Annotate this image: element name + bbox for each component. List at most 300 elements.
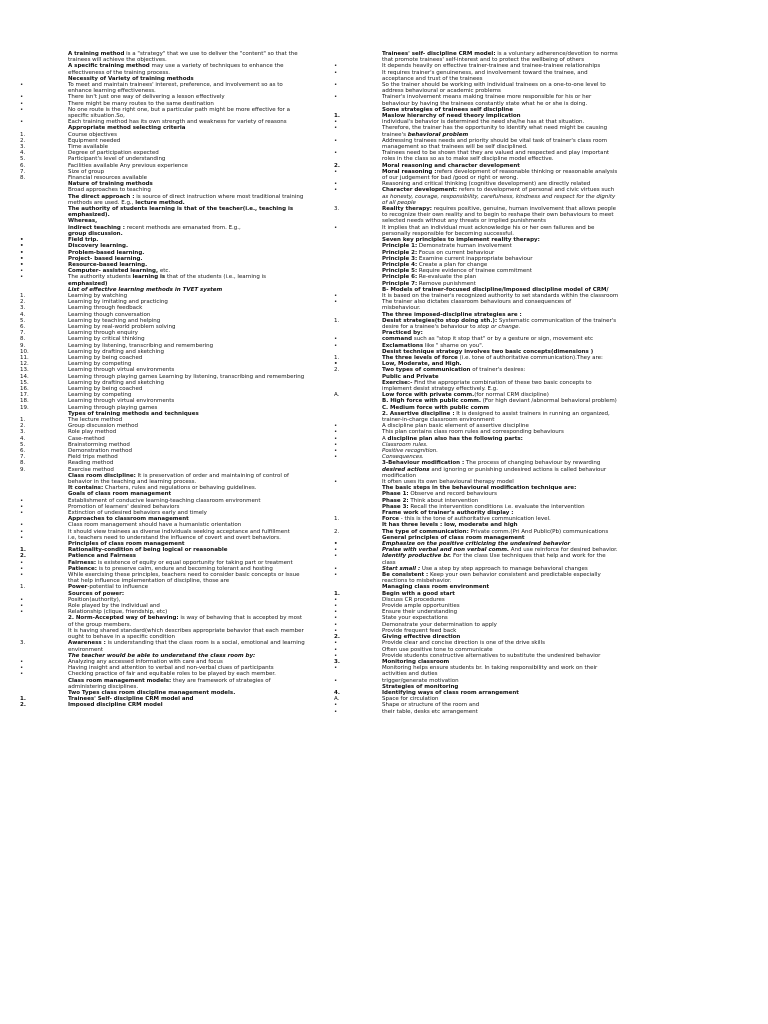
line-text: Consequences. — [382, 454, 424, 461]
bullet-marker: • — [334, 125, 338, 132]
bullet-marker: • — [334, 82, 338, 89]
list-number: 19. — [20, 404, 29, 411]
line-text: Low force with private comm.(for normal CRM discipline) — [382, 392, 549, 399]
line-text: their table, desks etc arrangement — [382, 708, 478, 715]
line-text: that promote trainees' self-interest and to protect the wellbeing of others — [382, 57, 585, 64]
line-text: Frame work of trainer's authority display : — [382, 510, 514, 517]
line-text: To meet and maintain trainees' interest, preference, and involvement so as to — [68, 82, 283, 89]
line-text: Space for circulation — [382, 696, 439, 703]
bullet-marker: • — [20, 249, 24, 256]
line-text: The trainer also dictates classroom behaviours and consequences of — [382, 299, 572, 306]
line-text: Nature of training methods — [68, 181, 153, 188]
text-line — [20, 702, 364, 709]
bullet-marker: • — [20, 596, 24, 603]
line-text: Provide ample opportunities — [382, 603, 460, 610]
line-text: The three imposed-discipline strategies are : — [382, 311, 522, 318]
bullet-marker: • — [20, 565, 24, 572]
line-text: roles in the class so as to make self discipline model effective. — [382, 156, 554, 163]
line-text: trainees will achieve the objectives. — [68, 57, 167, 64]
line-text: Checking practice of fair and equitable roles to be played by each member. — [68, 671, 276, 678]
line-text: Establishment of conducive learning-teaching classroom environment — [68, 497, 261, 504]
list-number: A. — [334, 392, 340, 399]
line-text: environment — [68, 646, 104, 653]
list-number: 5. — [20, 317, 26, 324]
line-text: selected needs without any threats or implied punishments — [382, 218, 546, 225]
line-text: Size of group — [68, 168, 105, 175]
line-text: Learning by drafting and sketching — [68, 379, 164, 386]
bullet-marker: • — [334, 361, 338, 368]
line-text: Trainees need to be shown that they are valued and respected and play important — [382, 150, 610, 157]
bullet-marker: • — [334, 69, 338, 76]
list-number: 1. — [334, 354, 340, 361]
list-number: 1. — [20, 547, 26, 554]
bullet-marker: • — [20, 243, 24, 250]
bullet-marker: • — [334, 652, 338, 659]
list-number: 1. — [20, 292, 26, 299]
line-text: Field trips method — [68, 454, 118, 461]
line-text: i.e, teachers need to understand the influence of covert and overt behaviors. — [68, 534, 281, 541]
bullet-marker: • — [334, 615, 338, 622]
list-number: 1. — [334, 516, 340, 523]
line-text: A discipline plan basic element of assertive discipline — [382, 423, 529, 430]
line-text: Approaches to classroom management — [68, 516, 189, 523]
line-text: Having insight and attention to verbal and non-verbal clues of participants — [68, 665, 274, 672]
line-text: Trainees' Self- discipline CRM model and — [68, 696, 194, 703]
line-text: Classroom rules. — [382, 441, 428, 448]
line-text: It should view trainees as diverse individuals seeking acceptance and fulfillment — [68, 528, 290, 535]
line-text: Goals of class room management — [68, 491, 172, 498]
bullet-marker: • — [334, 168, 338, 175]
left-column — [20, 51, 364, 709]
list-number: 9. — [20, 342, 26, 349]
line-text: The direct approach : is source of direct instruction where most traditional training — [68, 193, 304, 200]
list-number: 2. — [20, 299, 26, 306]
line-text: Be consistent : Keep your own behavior consistent and predictable especially — [382, 572, 601, 579]
bullet-marker: • — [334, 596, 338, 603]
line-text: Exercise:- Find the appropriate combination of these two basic concepts to — [382, 379, 592, 386]
line-text: The type of communication: Private comm.(Pri And Public(Pb) communications — [382, 528, 609, 535]
line-text: Equipment needed — [68, 137, 121, 144]
line-text: Phase 2: Think about intervention — [382, 497, 479, 504]
bullet-marker: • — [334, 603, 338, 610]
line-text: Extinction of undesired behaviors early and timely — [68, 510, 207, 517]
line-text: It is based on the trainer's recognized authority to set standards within the classroom — [382, 292, 619, 299]
line-text: Brainstorming method — [68, 441, 130, 448]
bullet-marker: • — [334, 553, 338, 560]
line-text: Principle 2: Focus on current behaviour — [382, 249, 495, 256]
line-text: Power-potential to influence — [68, 584, 149, 591]
list-number: 3. — [20, 305, 26, 312]
line-text: 3-Behaviour modification : The process of changing behaviour by rewarding — [382, 460, 601, 467]
list-number: 14. — [20, 373, 29, 380]
bullet-marker: • — [334, 181, 338, 188]
line-text: Learning by real-world problem solving — [68, 323, 176, 330]
line-text: Appropriate method selecting criteria — [68, 125, 186, 132]
line-text: So the trainer should be working with individual trainees on a one-to-one level to — [382, 82, 606, 89]
line-text: Degree of participation expected — [68, 150, 159, 157]
list-number: 6. — [20, 323, 26, 330]
line-text: It implies that an individual must acknowledge his or her own failures and be — [382, 224, 595, 231]
list-number: 5. — [20, 156, 26, 163]
line-text: Ensure their understanding — [382, 609, 458, 616]
line-text: Whereas, — [68, 218, 98, 225]
list-number: 7. — [20, 168, 26, 175]
line-text: The basic steps in the behavioural modification technique are: — [382, 485, 577, 492]
line-text: 2. Assertive discipline : It is designed to assist trainers in running an organized, — [382, 410, 610, 417]
line-text: B- Models of trainer-focused discipline/Imposed discipline model of CRM/ — [382, 286, 609, 293]
line-text: Facilities available Any previous experience — [68, 162, 188, 169]
line-text: It is having shared standard(which describes appropriate behavior that each member — [68, 627, 304, 634]
bullet-marker: • — [20, 603, 24, 610]
list-number: 1. — [20, 696, 26, 703]
list-number: 1. — [334, 317, 340, 324]
bullet-marker: • — [20, 658, 24, 665]
line-text: as honesty, courage, responsibility, carefulness, kindness and respect for the dignity — [382, 193, 616, 200]
line-text: Broad approaches to teaching — [68, 187, 151, 194]
line-text: Some strategies of trainees self discipline — [382, 106, 513, 113]
line-text: Reading method — [68, 460, 114, 467]
line-text: Two types of communication of trainer's desires: — [382, 367, 526, 374]
bullet-marker: • — [334, 187, 338, 194]
line-text: reactions to misbehavior. — [382, 578, 452, 585]
line-text: Learning through virtual environments — [68, 398, 175, 405]
line-text: Principle 1: Demonstrate human involvement — [382, 243, 512, 250]
list-number: 13. — [20, 367, 29, 374]
line-text: The teacher would be able to understand the class room by: — [68, 652, 256, 659]
bullet-marker: • — [334, 63, 338, 70]
line-text: activities and duties — [382, 671, 438, 678]
bullet-marker: • — [20, 255, 24, 262]
bullet-marker: • — [334, 119, 338, 126]
list-number: 4. — [334, 689, 340, 696]
list-number: 3. — [20, 640, 26, 647]
line-text: Course objectives — [68, 131, 117, 138]
list-number: 12. — [20, 361, 29, 368]
line-text: effectiveness of the training process. — [68, 69, 171, 76]
list-number: 3. — [20, 429, 26, 436]
line-text: Learning by being coached — [68, 354, 143, 361]
line-text: Project- based learning. — [68, 255, 143, 262]
line-text: modification — [382, 472, 417, 479]
line-text: Learning by teaching and helping — [68, 317, 161, 324]
line-text: Role play method — [68, 429, 117, 436]
line-text: Provide frequent feed back — [382, 627, 457, 634]
line-text: A discipline plan also has the following parts: — [382, 435, 523, 442]
line-text: This plan contains class room rules and corresponding behaviours — [382, 429, 564, 436]
line-text: Group discussion method — [68, 423, 138, 430]
bullet-marker: • — [20, 237, 24, 244]
bullet-marker: • — [20, 534, 24, 541]
list-number: 4. — [20, 150, 26, 157]
list-number: 11. — [20, 354, 29, 361]
line-text: Identify productive br. For the class Use techniques that help and work for the — [382, 553, 606, 560]
line-text: desired actions and ignoring or punishing undesired actions is called behaviour — [382, 466, 607, 473]
line-text: General principles of class room management — [382, 534, 525, 541]
line-text: trainer-in-charge classroom environment — [382, 416, 495, 423]
line-text: The authority of students learning is that of the teacher(i.e., teaching is — [68, 206, 294, 213]
bullet-marker: • — [334, 708, 338, 715]
line-text: that help influence implementation of discipline, those are — [68, 578, 230, 585]
list-number: 3. — [334, 206, 340, 213]
line-text: Therefore, the trainer has the opportunity to identify what need might be causing — [382, 125, 608, 132]
line-text: Class room discipline: It is preservation of order and maintaining of control of — [68, 472, 289, 479]
line-text: Principle 3: Examine current inappropriate behaviour — [382, 255, 533, 262]
bullet-marker: • — [334, 299, 338, 306]
line-text: Desist strategies(to stop doing sth.): Systematic communication of the trainer's — [382, 317, 617, 324]
line-text: Demonstration method — [68, 448, 133, 454]
line-text: Necessity of Variety of training methods — [68, 75, 194, 82]
bullet-marker: • — [20, 609, 24, 616]
line-text: acceptance and trust of the trainees — [382, 75, 483, 82]
line-text: Provide students constructive alternatives to substitute the undesired behavior — [382, 652, 601, 659]
line-text: Exclamations like " shame on you". — [382, 342, 484, 349]
line-text: Positive recognition. — [382, 448, 438, 454]
line-text: Role played by the individual and — [68, 603, 160, 610]
line-text: Desist technique strategy involves two basic concepts(dimensions ) — [382, 348, 594, 355]
right-column — [334, 51, 680, 715]
line-text: class — [382, 559, 396, 566]
list-number: 9. — [20, 466, 26, 473]
bullet-marker: • — [334, 435, 338, 442]
list-number: 2. — [334, 367, 340, 374]
list-number: 2. — [20, 553, 26, 560]
line-text: Discovery learning. — [68, 243, 129, 250]
list-number: 4. — [20, 435, 26, 442]
bullet-marker: • — [20, 94, 24, 101]
line-text: of all people — [382, 199, 416, 206]
bullet-marker: • — [334, 336, 338, 343]
list-number: 8. — [20, 336, 26, 343]
list-number: 7. — [20, 330, 26, 337]
line-text: It contains: Charters, rules and regulations or behaving guidelines. — [68, 485, 257, 492]
line-text: Learning by competing — [68, 361, 132, 368]
line-text: Position(authority), — [68, 596, 121, 603]
bullet-marker: • — [20, 528, 24, 535]
line-text: Problem-based learning. — [68, 249, 145, 256]
line-text: Learning by watching — [68, 292, 128, 299]
bullet-marker: • — [20, 572, 24, 579]
bullet-marker: • — [334, 665, 338, 672]
line-text: Relationship (clique, friendship, etc) — [68, 609, 168, 616]
bullet-marker: • — [20, 100, 24, 107]
list-number: 8. — [20, 460, 26, 467]
list-number: 1. — [334, 113, 340, 120]
line-text: Financial resources available — [68, 175, 148, 182]
line-text: Principles of class room management — [68, 541, 185, 548]
line-text: There isn't just one way of delivering a lesson effectively — [68, 94, 225, 101]
line-text: emphasized). — [68, 212, 110, 219]
line-text: emphasized) — [68, 280, 108, 287]
line-text: Field trip. — [68, 237, 99, 244]
list-number: 2. — [334, 162, 340, 169]
line-text: Provide clear and concise direction is one of the drive skills — [382, 640, 545, 647]
line-text: desire for a trainee's behaviour to stop or change. — [382, 323, 521, 330]
list-number: 6. — [20, 448, 26, 454]
list-number: 1. — [20, 584, 26, 591]
bullet-marker: • — [334, 150, 338, 157]
line-text: Awareness : is understanding that the class room is a social, emotional and learning — [68, 640, 305, 647]
line-text: The lecture method — [68, 416, 123, 423]
line-text: Principle 7: Remove punishment — [382, 280, 476, 287]
list-number: 8. — [20, 175, 26, 182]
line-text: Learning by critical thinking — [68, 336, 145, 343]
line-text: Time available — [68, 144, 109, 151]
list-number: 2. — [20, 702, 26, 709]
line-text: It depends heavily on effective trainer-trainee and trainee-trainee relationships — [382, 63, 601, 70]
bullet-marker: • — [20, 522, 24, 529]
line-text: Patience: is to preserve calm, endure and becoming tolerant and hosting — [68, 565, 273, 572]
line-text: The three levels of force (i.e. tone of authoritative communication).They are: — [382, 354, 603, 361]
line-text: Sources of power: — [68, 590, 125, 597]
line-text: Types of training methods and techniques — [68, 410, 199, 417]
line-text: methods are used. E.g., lecture method. — [68, 199, 185, 206]
line-text: Learning by imitating and practicing — [68, 299, 168, 306]
line-text: Moral reasoning :refers development of reasonable thinking or reasonable analysis — [382, 168, 618, 175]
line-text: Reasoning and critical thinking (cognitive development) are directly related — [382, 181, 591, 188]
line-text: Participant's level of understanding — [68, 156, 166, 163]
line-text: Computer- assisted learning, etc. — [68, 268, 171, 275]
line-text: Trainees' self- discipline CRM model: is a voluntary adherence/devotion to norms — [382, 51, 618, 57]
line-text: Discuss CR procedures — [382, 596, 445, 603]
line-text: Each training method has its own strength and weakness for variety of reasons — [68, 119, 287, 126]
line-text: misbehaviour. — [382, 305, 421, 312]
line-text: The authority students learning is that of the students (i.e., learning is — [68, 274, 266, 281]
bullet-marker: • — [20, 503, 24, 510]
line-text: Low, Moderate, and High. — [382, 361, 462, 368]
line-text: Monitoring helps ensure students br. In taking responsibility and work on their — [382, 665, 598, 672]
list-number: 2. — [20, 137, 26, 144]
bullet-marker: • — [334, 342, 338, 349]
list-number: 16. — [20, 385, 29, 392]
list-number: 3. — [20, 144, 26, 151]
line-text: There might be many routes to the same destination — [68, 100, 214, 107]
line-text: C. Medium force with public comm — [382, 404, 490, 411]
bullet-marker: • — [20, 671, 24, 678]
line-text: Rationality-condition of being logical or reasonable — [68, 547, 228, 554]
list-number: 10. — [20, 348, 29, 355]
line-text: Strategies of monitoring — [382, 683, 459, 690]
bullet-marker: • — [334, 429, 338, 436]
list-number: 18. — [20, 398, 29, 405]
text-line — [334, 708, 680, 715]
line-text: Learning through feedback — [68, 305, 143, 312]
bullet-marker: • — [334, 479, 338, 486]
bullet-marker: • — [334, 292, 338, 299]
line-text: Shape or structure of the room and — [382, 702, 480, 709]
list-number: 17. — [20, 392, 29, 399]
list-number: 2. — [334, 634, 340, 641]
line-text: Principle 6: Re-evaluate the plan — [382, 274, 477, 281]
line-text: behaviour by having the trainees constantly state what he or she is doing. — [382, 100, 588, 107]
line-text: Patience and Fairness — [68, 553, 137, 560]
line-text: command such as "stop it stop that" or by a gesture or sign, movement etc — [382, 336, 594, 343]
bullet-marker: • — [334, 441, 338, 448]
line-text: Giving effective direction — [382, 634, 461, 641]
line-text: Force - this is the tone of authoritative communication level. — [382, 516, 551, 523]
line-text: It has three levels : low, moderate and high — [382, 522, 518, 529]
list-number: 4. — [20, 311, 26, 318]
bullet-marker: • — [334, 572, 338, 579]
bullet-marker: • — [20, 274, 24, 281]
line-text: trigger/generate motivation — [382, 677, 459, 684]
line-text: Analyzing any accessed information with care and focus — [68, 658, 223, 665]
bullet-marker: • — [334, 565, 338, 572]
line-text: Reality therapy: requires positive, genuine, human involvement that allows people — [382, 206, 617, 213]
line-text: administering disciplines. — [68, 683, 139, 690]
line-text: address behavioural or academic problems — [382, 88, 501, 95]
line-text: Demonstrate your determination to apply — [382, 621, 497, 628]
line-text: ought to behave in a specific condition — [68, 634, 175, 641]
bullet-marker: • — [334, 448, 338, 454]
line-text: Begin with a good start — [382, 590, 455, 597]
bullet-marker: • — [20, 82, 24, 89]
line-text: Principle 5: Require evidence of trainee commitment — [382, 268, 532, 275]
line-text: Class room management models: they are framework of strategies of — [68, 677, 271, 684]
line-text: Learning by being coached — [68, 385, 143, 392]
line-text: Learning by listening, transcribing and remembering — [68, 342, 214, 349]
line-text: specific situation.So, — [68, 113, 125, 120]
line-text: Practiced by: — [382, 330, 423, 337]
bullet-marker: • — [334, 547, 338, 554]
bullet-marker: • — [20, 510, 24, 517]
list-number: 15. — [20, 379, 29, 386]
bullet-marker: • — [334, 94, 338, 101]
line-text: Character development: refers to development of personal and civic virtues such — [382, 187, 615, 194]
bullet-marker: • — [334, 640, 338, 647]
line-text: It requires trainer's genuineness, and involvement toward the trainee, and — [382, 69, 588, 76]
line-text: management so that trainees will be self disciplined. — [382, 144, 528, 151]
line-text: Fairness: is existence of equity or equal opportunity for taking part or treatment — [68, 559, 293, 566]
bullet-marker: • — [334, 609, 338, 616]
bullet-marker: • — [334, 454, 338, 461]
bullet-marker: • — [334, 627, 338, 634]
bullet-marker: • — [20, 119, 24, 126]
list-number: 1. — [334, 590, 340, 597]
line-text: Learning by competing — [68, 392, 132, 399]
line-text: It often uses its own behavioural therapy model — [382, 479, 514, 486]
line-text: Learning by drafting and sketching — [68, 348, 164, 355]
list-number: 5. — [20, 441, 26, 448]
bullet-marker: • — [20, 559, 24, 566]
list-number: A. — [334, 696, 340, 703]
line-text: Praise with verbal and non verbal comm. And use reinforce for desired behavior. — [382, 547, 618, 554]
line-text: List of effective learning methods in TVET system — [68, 286, 223, 293]
bullet-marker: • — [20, 261, 24, 268]
line-text: Phase 1: Observe and record behaviours — [382, 491, 497, 498]
line-text: B. High force with public comm. (For high deviant /abnormal behavioral problem) — [382, 398, 617, 405]
line-text: Identifying ways of class room arrangement — [382, 689, 519, 696]
bullet-marker: • — [334, 137, 338, 144]
list-number: 3. — [334, 658, 340, 665]
bullet-marker: • — [334, 423, 338, 430]
line-text: Exercise method — [68, 466, 114, 473]
line-text: A training method is a "strategy" that we use to deliver the "content" so that the — [68, 51, 298, 57]
line-text: trainee's behavioral problem — [382, 131, 469, 138]
list-number: 2. — [334, 528, 340, 535]
line-text: Seven key principles to implement reality therapy: — [382, 237, 540, 244]
line-text: Learning through enquiry — [68, 330, 138, 337]
list-number: 1. — [20, 416, 26, 423]
list-number: 6. — [20, 162, 26, 169]
line-text: 2. Norm-Accepted way of behaving: is way of behaving that is accepted by most — [68, 615, 303, 622]
line-text: Addressing trainees needs and priority should be vital task of trainer's class room — [382, 137, 608, 144]
line-text: Resource-based learning. — [68, 261, 148, 268]
line-text: group discussion. — [68, 230, 123, 237]
line-text: Monitoring classroom — [382, 658, 450, 665]
line-text: Principle 4: Create a plan for change — [382, 261, 488, 268]
line-text: Two Types class room discipline management models. — [68, 689, 236, 696]
bullet-marker: • — [20, 665, 24, 672]
